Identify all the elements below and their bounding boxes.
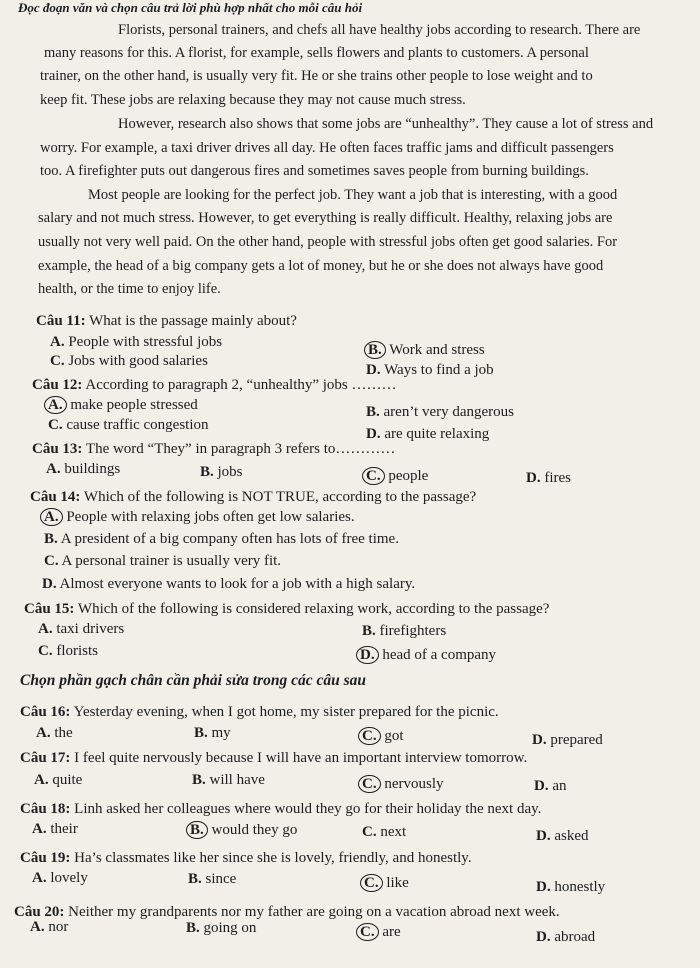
passage-line: keep fit. These jobs are relaxing because they may not cause much stress. [40, 92, 466, 108]
option-a[interactable]: A. the [36, 725, 73, 741]
option-c[interactable]: C. A personal trainer is usually very fit. [44, 553, 282, 569]
option-b[interactable]: B. going on [186, 920, 257, 936]
option-d[interactable]: D. an [534, 778, 567, 794]
question-13: Câu 13: The word “They” in paragraph 3 refers to………… [32, 441, 396, 457]
passage-line: worry. For example, a taxi driver drives all day. He often faces traffic jams and difficult passengers [40, 140, 614, 156]
option-b[interactable]: B. will have [192, 772, 265, 788]
option-c[interactable]: C. are [356, 923, 401, 941]
option-a[interactable]: A. People with relaxing jobs often get low salaries. [40, 508, 355, 526]
question-19: Câu 19: Ha’s classmates like her since she is lovely, friendly, and honestly. [20, 850, 472, 866]
option-a[interactable]: A. lovely [32, 870, 88, 886]
option-c[interactable]: C. florists [38, 643, 99, 659]
option-a[interactable]: A. nor [30, 919, 69, 935]
option-c[interactable]: C. like [360, 874, 409, 892]
option-d[interactable]: D. head of a company [356, 646, 496, 664]
option-a[interactable]: A. buildings [46, 461, 121, 477]
option-c[interactable]: C. Jobs with good salaries [50, 353, 208, 369]
question-18: Câu 18: Linh asked her colleagues where would they go for their holiday the next day. [20, 801, 542, 817]
passage-line: trainer, on the other hand, is usually very fit. He or she trains other people to lose weight and to [40, 68, 593, 84]
option-b[interactable]: B. firefighters [362, 623, 447, 639]
option-b[interactable]: B. jobs [200, 464, 243, 480]
passage-line: health, or the time to enjoy life. [38, 281, 221, 297]
question-14: Câu 14: Which of the following is NOT TRUE, according to the passage? [30, 489, 477, 505]
option-a[interactable]: A. make people stressed [44, 396, 198, 414]
option-c[interactable]: C. nervously [358, 775, 444, 793]
section-heading: Đọc đoạn văn và chọn câu trả lời phù hợp nhất cho mỗi câu hỏi [18, 0, 363, 15]
option-d[interactable]: D. honestly [536, 879, 606, 895]
option-d[interactable]: D. abroad [536, 929, 596, 945]
option-b[interactable]: B. Work and stress [364, 341, 485, 359]
option-d[interactable]: D. prepared [532, 732, 603, 748]
option-c[interactable]: C. cause traffic congestion [48, 417, 209, 433]
option-c[interactable]: C. next [362, 824, 407, 840]
option-d[interactable]: D. Ways to find a job [366, 362, 494, 378]
question-17: Câu 17: I feel quite nervously because I will have an important interview tomorrow. [20, 750, 528, 766]
section-title: Chọn phần gạch chân cần phải sửa trong các câu sau [20, 672, 367, 689]
option-b[interactable]: B. since [188, 871, 237, 887]
passage-line: salary and not much stress. However, to get everything is really difficult. Healthy, relaxing jobs are [38, 210, 613, 226]
option-c[interactable]: C. people [362, 467, 428, 485]
passage-line: example, the head of a big company gets a lot of money, but he or she does not always have good [38, 258, 604, 274]
option-b[interactable]: B. aren’t very dangerous [366, 404, 515, 420]
passage-line: Florists, personal trainers, and chefs all have healthy jobs according to research. There are [118, 22, 641, 38]
option-d[interactable]: D. fires [526, 470, 571, 486]
option-d[interactable]: D. Almost everyone wants to look for a job with a high salary. [42, 576, 416, 592]
question-12: Câu 12: According to paragraph 2, “unhealthy” jobs ……… [32, 377, 397, 393]
passage-line: However, research also shows that some jobs are “unhealthy”. They cause a lot of stress and [118, 116, 654, 132]
option-d[interactable]: D. are quite relaxing [366, 426, 490, 442]
option-d[interactable]: D. asked [536, 828, 589, 844]
option-a[interactable]: A. quite [34, 772, 83, 788]
option-b[interactable]: B. would they go [186, 821, 297, 839]
passage-line: many reasons for this. A florist, for example, sells flowers and plants to customers. A personal [44, 45, 589, 61]
option-b[interactable]: B. my [194, 725, 231, 741]
question-20: Câu 20: Neither my grandparents nor my father are going on a vacation abroad next week. [14, 904, 560, 920]
option-c[interactable]: C. got [358, 727, 404, 745]
passage-line: usually not very well paid. On the other hand, people with stressful jobs often get good salaries. For [38, 234, 618, 250]
question-16: Câu 16: Yesterday evening, when I got home, my sister prepared for the picnic. [20, 704, 499, 720]
passage-line: too. A firefighter puts out dangerous fires and sometimes saves people from burning buildings. [40, 163, 589, 179]
passage-line: Most people are looking for the perfect job. They want a job that is interesting, with a good [88, 187, 618, 203]
option-a[interactable]: A. taxi drivers [38, 621, 125, 637]
option-b[interactable]: B. A president of a big company often has lots of free time. [44, 531, 399, 547]
question-15: Câu 15: Which of the following is considered relaxing work, according to the passage? [24, 601, 550, 617]
option-a[interactable]: A. their [32, 821, 78, 837]
question-11: Câu 11: What is the passage mainly about? [36, 313, 297, 329]
option-a[interactable]: A. People with stressful jobs [50, 334, 223, 350]
